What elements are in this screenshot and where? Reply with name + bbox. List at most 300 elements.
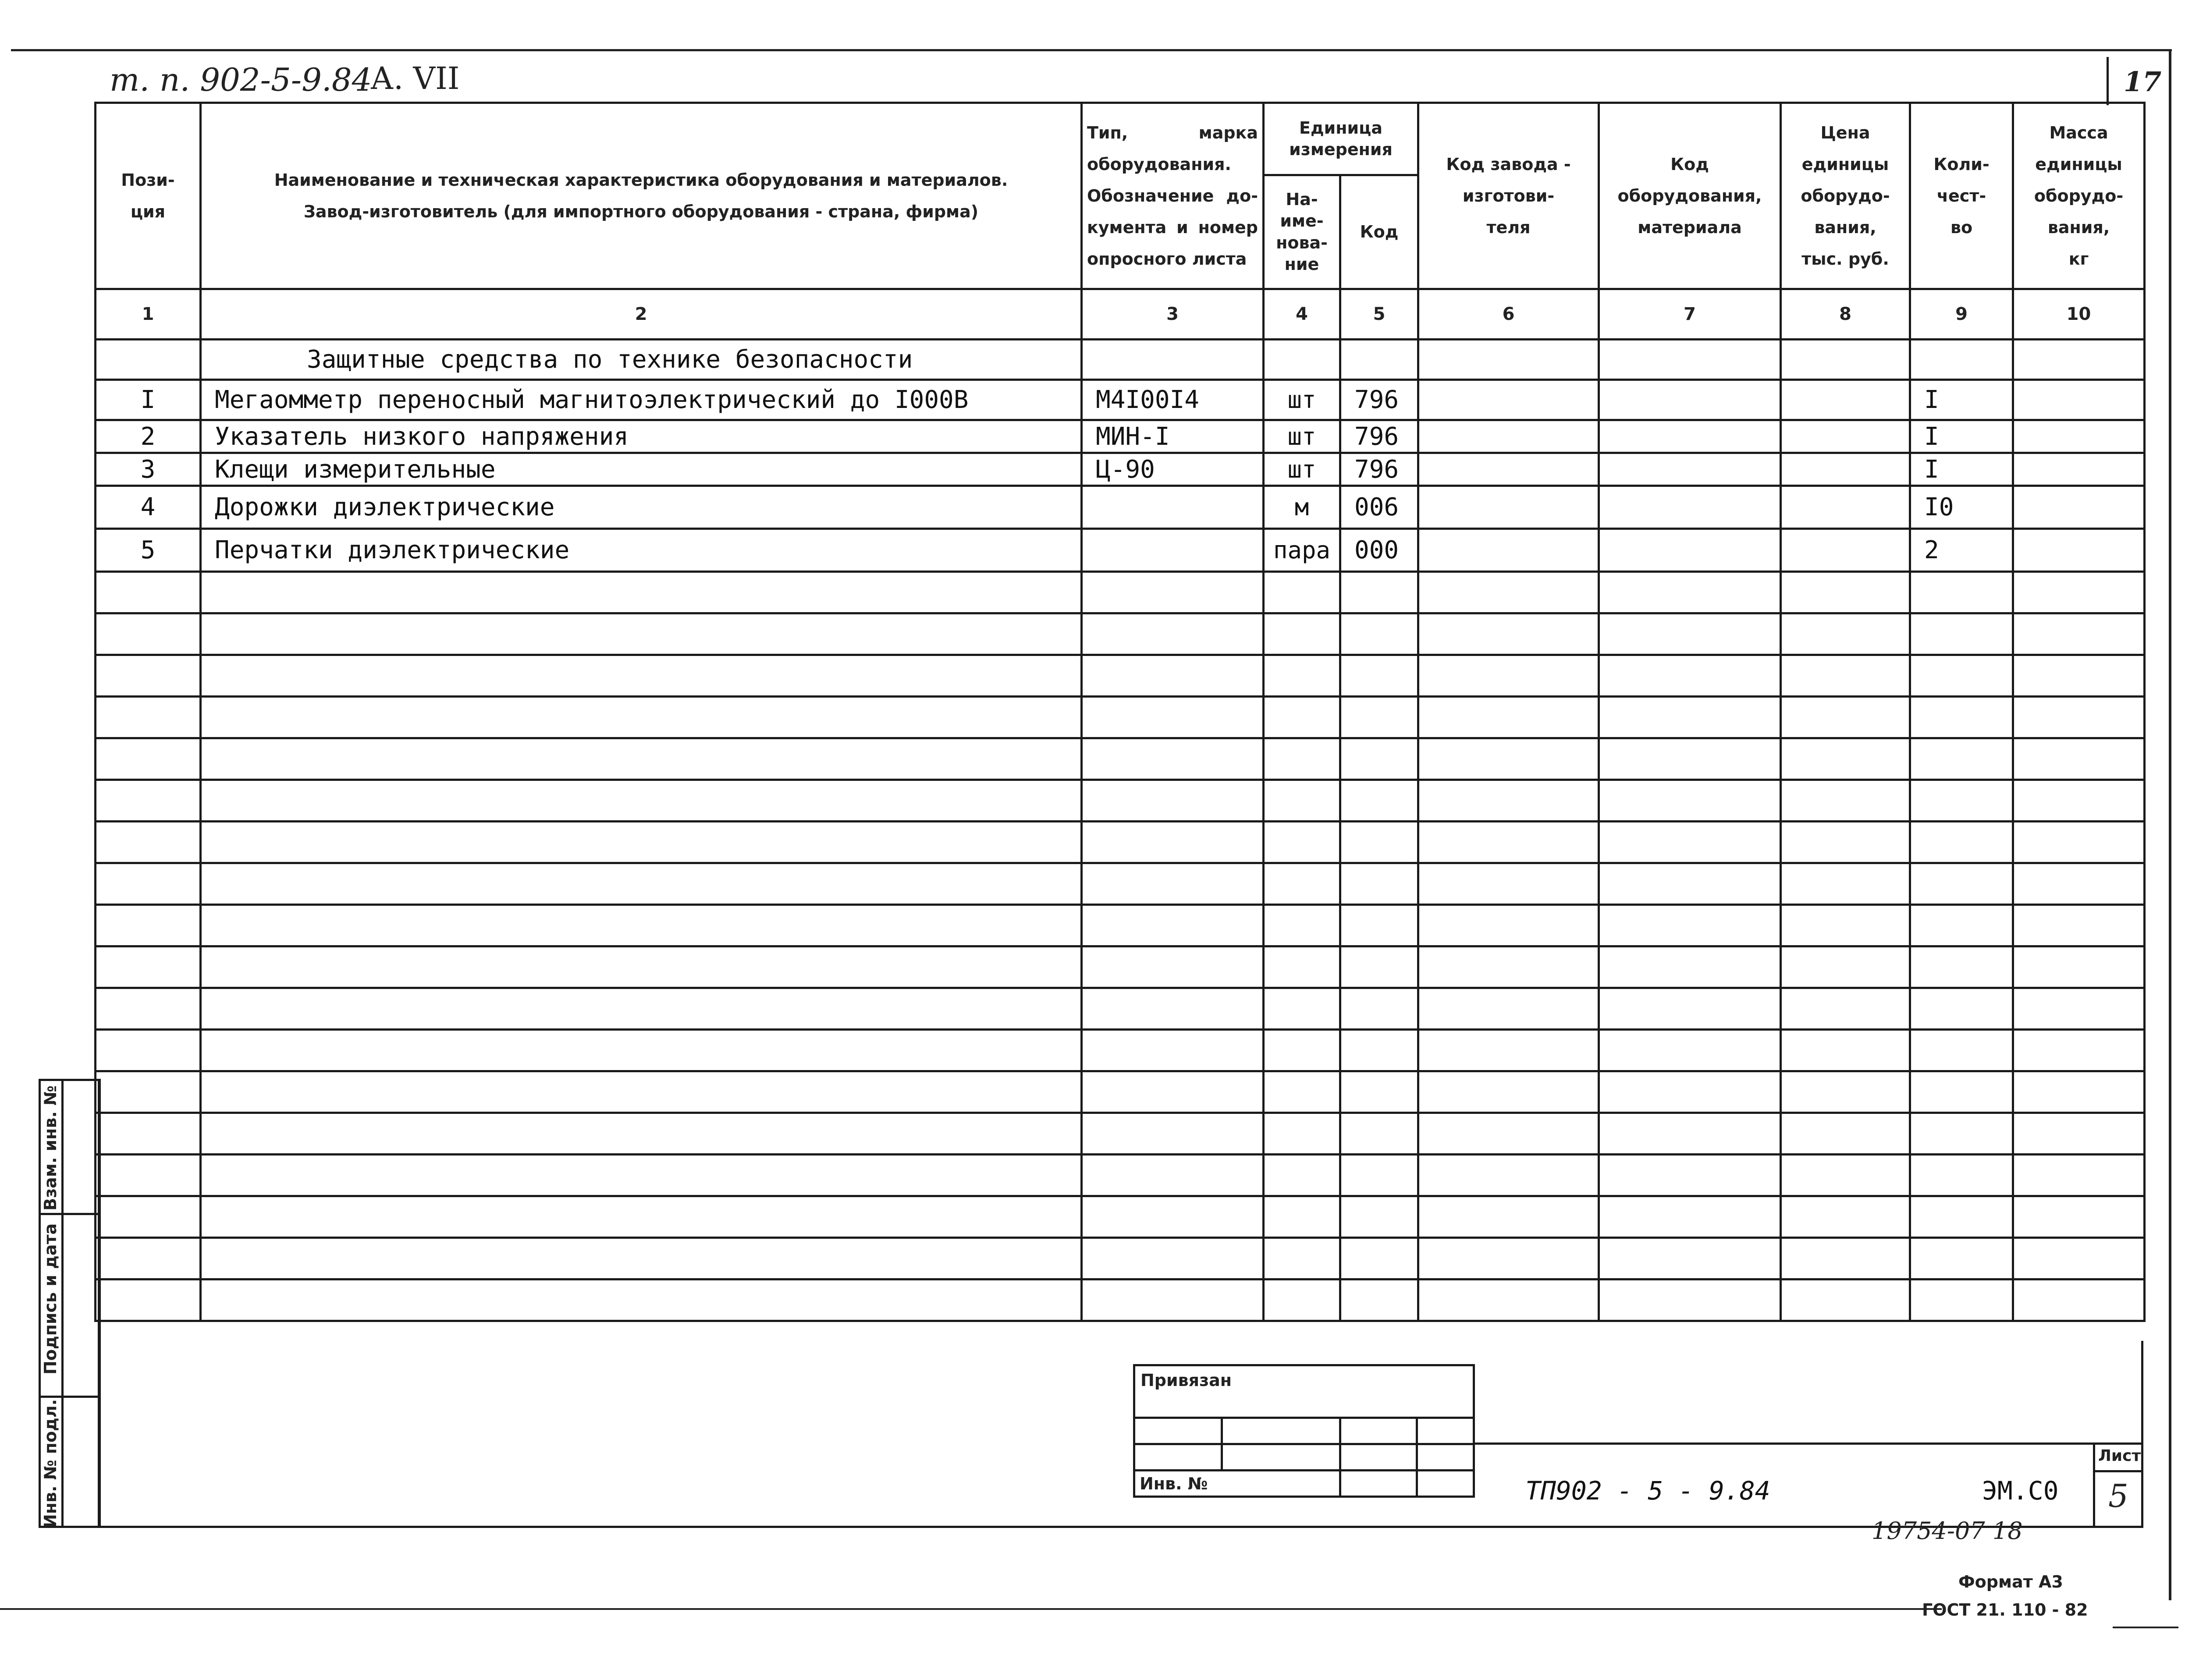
row-name: Указатель низкого напряжения <box>201 420 1082 453</box>
col-header-position: Пози- ция <box>96 103 201 289</box>
cell <box>96 613 201 655</box>
cell <box>1264 340 1340 380</box>
bottom-cut-line <box>0 1608 1942 1610</box>
cell <box>96 340 201 380</box>
cell <box>1599 1238 1781 1279</box>
cell <box>1599 1030 1781 1071</box>
cell <box>1781 822 1910 863</box>
cell <box>1418 1155 1599 1196</box>
cell <box>1910 1238 2013 1279</box>
row-name: Клещи измерительные <box>201 453 1082 486</box>
row-position: I <box>96 380 201 420</box>
row-unit-code: 006 <box>1340 486 1418 529</box>
col-header-factory-code: Код завода - изготови- теля <box>1418 103 1599 289</box>
cell <box>201 863 1082 905</box>
cell <box>1340 1113 1418 1155</box>
cell <box>2013 1113 2145 1155</box>
side-stamp-col-divider <box>61 1079 64 1528</box>
empty-row <box>96 1196 2145 1238</box>
doc-mark: ЭМ.С0 <box>1982 1476 2059 1506</box>
cell <box>1599 780 1781 822</box>
cell <box>1599 340 1781 380</box>
cell <box>1340 697 1418 738</box>
row-unit: шт <box>1264 453 1340 486</box>
cell <box>201 1238 1082 1279</box>
cell <box>1599 946 1781 988</box>
row-unit-code: 796 <box>1340 420 1418 453</box>
cell <box>1340 738 1418 780</box>
table-row <box>96 420 2145 453</box>
cell <box>1082 863 1264 905</box>
cell <box>1781 988 1910 1030</box>
cell <box>1781 486 1910 529</box>
empty-row <box>96 863 2145 905</box>
cell <box>2013 1030 2145 1071</box>
col-num: 5 <box>1340 289 1418 340</box>
row-unit-code: 000 <box>1340 529 1418 572</box>
row-position: 3 <box>96 453 201 486</box>
col-num: 7 <box>1599 289 1781 340</box>
cell <box>1781 1196 1910 1238</box>
cell <box>1599 822 1781 863</box>
inv-no-label: Инв. № <box>1140 1474 1208 1493</box>
cell <box>1340 780 1418 822</box>
cell <box>1599 1113 1781 1155</box>
cell <box>2013 905 2145 946</box>
spec-table-body <box>94 338 2146 1322</box>
cell <box>1910 1113 2013 1155</box>
cell <box>1418 529 1599 572</box>
cell <box>1418 486 1599 529</box>
cell <box>1340 1030 1418 1071</box>
cell <box>2013 863 2145 905</box>
cell <box>96 1279 201 1321</box>
row-type: Ц-90 <box>1082 453 1264 486</box>
cell <box>96 655 201 697</box>
table-row <box>96 380 2145 420</box>
cell <box>1264 863 1340 905</box>
empty-row <box>96 988 2145 1030</box>
cell <box>1264 697 1340 738</box>
empty-row <box>96 697 2145 738</box>
cell <box>201 822 1082 863</box>
privyazan-stamp <box>1133 1364 1475 1498</box>
cell <box>1264 1030 1340 1071</box>
cell <box>1082 780 1264 822</box>
cell <box>201 1155 1082 1196</box>
cell <box>201 946 1082 988</box>
cell <box>1418 453 1599 486</box>
cell <box>96 1238 201 1279</box>
cell <box>1599 1071 1781 1113</box>
cell <box>1599 1196 1781 1238</box>
cell <box>1340 863 1418 905</box>
row-position: 2 <box>96 420 201 453</box>
cell <box>1781 1279 1910 1321</box>
cell <box>96 738 201 780</box>
cell <box>1910 1030 2013 1071</box>
cell <box>2013 988 2145 1030</box>
cell <box>1082 1238 1264 1279</box>
empty-row <box>96 613 2145 655</box>
row-quantity: I <box>1910 453 2013 486</box>
row-name: Перчатки диэлектрические <box>201 529 1082 572</box>
section-title: Защитные средства по технике безопасности <box>201 340 1082 380</box>
sheet-box-divider <box>2093 1470 2143 1472</box>
row-unit: пара <box>1264 529 1340 572</box>
cell <box>1340 572 1418 613</box>
cell <box>96 1196 201 1238</box>
cell <box>1910 655 2013 697</box>
cell <box>201 572 1082 613</box>
cell <box>1781 420 1910 453</box>
cell <box>1781 905 1910 946</box>
row-name: Мегаомметр переносный магнитоэлектрический до I000В <box>201 380 1082 420</box>
cell <box>1599 613 1781 655</box>
right-frame-line <box>2169 49 2171 1600</box>
cell <box>1910 738 2013 780</box>
empty-row <box>96 1113 2145 1155</box>
col-header-name: Наименование и техническая характеристика оборудования и материалов. Завод-изготовитель (для импортного оборудования - страна, фирма) <box>201 103 1082 289</box>
cell <box>2013 453 2145 486</box>
col-header-unit-group: Единица измерения <box>1264 103 1418 175</box>
page-number: 17 <box>2124 66 2162 98</box>
cell <box>1264 613 1340 655</box>
cell <box>2013 420 2145 453</box>
empty-row <box>96 905 2145 946</box>
cell <box>1599 905 1781 946</box>
col-num: 4 <box>1264 289 1340 340</box>
row-quantity: I <box>1910 420 2013 453</box>
col-header-quantity: Коли- чест- во <box>1910 103 2013 289</box>
col-num: 1 <box>96 289 201 340</box>
cell <box>2013 380 2145 420</box>
cell <box>1418 1279 1599 1321</box>
cell <box>1910 988 2013 1030</box>
cell <box>1599 572 1781 613</box>
row-name: Дорожки диэлектрические <box>201 486 1082 529</box>
cell <box>201 697 1082 738</box>
row-type: М4I00I4 <box>1082 380 1264 420</box>
cell <box>201 780 1082 822</box>
col-header-type: Тип, марка оборудования. Обозначение до-кумента и номер опросного листа <box>1082 103 1264 289</box>
cell <box>1781 946 1910 988</box>
cell <box>1082 738 1264 780</box>
cell <box>1082 655 1264 697</box>
bottom-cut-line-right <box>2113 1627 2178 1628</box>
cell <box>201 1196 1082 1238</box>
cell <box>96 1155 201 1196</box>
empty-row <box>96 572 2145 613</box>
row-type: МИН-I <box>1082 420 1264 453</box>
table-row <box>96 453 2145 486</box>
row-type <box>1082 486 1264 529</box>
col-num: 6 <box>1418 289 1599 340</box>
cell <box>1910 613 2013 655</box>
cell <box>1264 1238 1340 1279</box>
cell <box>1264 780 1340 822</box>
cell <box>1082 1279 1264 1321</box>
empty-row <box>96 946 2145 988</box>
cell <box>1781 529 1910 572</box>
cell <box>1781 1113 1910 1155</box>
cell <box>1599 486 1781 529</box>
cell <box>1082 905 1264 946</box>
cell <box>1599 529 1781 572</box>
cell <box>201 988 1082 1030</box>
empty-row <box>96 822 2145 863</box>
cell <box>1910 863 2013 905</box>
cell <box>2013 780 2145 822</box>
cell <box>1781 1071 1910 1113</box>
cell <box>2013 655 2145 697</box>
cell <box>1910 1071 2013 1113</box>
cell <box>1264 988 1340 1030</box>
cell <box>1418 988 1599 1030</box>
cell <box>1781 380 1910 420</box>
sign-date-label: Подпись и дата <box>41 1223 60 1375</box>
cell <box>1082 572 1264 613</box>
cell <box>1781 572 1910 613</box>
cell <box>1418 1196 1599 1238</box>
cell <box>1264 738 1340 780</box>
cell <box>1082 697 1264 738</box>
cell <box>1781 780 1910 822</box>
cell <box>1264 946 1340 988</box>
column-numbers-row <box>96 289 2145 340</box>
cell <box>2013 1155 2145 1196</box>
cell <box>1781 1030 1910 1071</box>
table-row <box>96 486 2145 529</box>
cell <box>1781 738 1910 780</box>
cell <box>1340 340 1418 380</box>
cell <box>201 1030 1082 1071</box>
format-label: Формат А3 <box>1958 1572 2063 1591</box>
inv-orig-label: Инв. № подл. <box>41 1399 60 1528</box>
cell <box>1599 380 1781 420</box>
cell <box>2013 738 2145 780</box>
cell <box>201 1113 1082 1155</box>
cell <box>201 738 1082 780</box>
doc-ref-handwritten: т. п. 902-5-9.84 <box>110 61 372 98</box>
cell <box>2013 1196 2145 1238</box>
cell <box>1910 1155 2013 1196</box>
cell <box>1418 822 1599 863</box>
cell <box>1910 340 2013 380</box>
row-unit: шт <box>1264 380 1340 420</box>
cell <box>1340 988 1418 1030</box>
top-frame-line <box>11 49 2172 51</box>
cell <box>96 1071 201 1113</box>
row-unit: м <box>1264 486 1340 529</box>
gost-label: ГОСТ 21. 110 - 82 <box>1922 1600 2088 1620</box>
cell <box>1340 822 1418 863</box>
cell <box>1264 1071 1340 1113</box>
cell <box>96 697 201 738</box>
cell <box>1264 905 1340 946</box>
empty-row <box>96 1030 2145 1071</box>
row-unit-code: 796 <box>1340 380 1418 420</box>
privyazan-label: Привязан <box>1140 1371 1232 1390</box>
row-type <box>1082 529 1264 572</box>
cell <box>1910 1196 2013 1238</box>
cell <box>1418 572 1599 613</box>
section-row <box>96 340 2145 380</box>
col-num: 2 <box>201 289 1082 340</box>
cell <box>1340 613 1418 655</box>
cell <box>1781 340 1910 380</box>
cell <box>2013 822 2145 863</box>
cell <box>2013 697 2145 738</box>
cell <box>1781 655 1910 697</box>
cell <box>201 1279 1082 1321</box>
cell <box>96 863 201 905</box>
cell <box>1082 946 1264 988</box>
cell <box>1418 1238 1599 1279</box>
cell <box>1599 863 1781 905</box>
cell <box>1599 420 1781 453</box>
cell <box>1082 613 1264 655</box>
cell <box>1910 1279 2013 1321</box>
cell <box>96 572 201 613</box>
cell <box>1418 738 1599 780</box>
empty-row <box>96 655 2145 697</box>
row-unit-code: 796 <box>1340 453 1418 486</box>
table-row <box>96 529 2145 572</box>
cell <box>96 988 201 1030</box>
cell <box>1781 453 1910 486</box>
cell <box>1599 738 1781 780</box>
cell <box>1082 822 1264 863</box>
cell <box>2013 1279 2145 1321</box>
cell <box>1599 988 1781 1030</box>
cell <box>1082 988 1264 1030</box>
row-unit: шт <box>1264 420 1340 453</box>
cell <box>1082 1071 1264 1113</box>
cell <box>1340 655 1418 697</box>
cell <box>1910 822 2013 863</box>
empty-row <box>96 1155 2145 1196</box>
spec-table-header <box>94 102 2146 340</box>
cell <box>2013 1238 2145 1279</box>
cell <box>201 905 1082 946</box>
cell <box>1910 780 2013 822</box>
col-header-price: Цена единицы оборудо- вания, тыс. руб. <box>1781 103 1910 289</box>
col-header-equipment-code: Код оборудования, материала <box>1599 103 1781 289</box>
cell <box>2013 572 2145 613</box>
cell <box>1082 1196 1264 1238</box>
cell <box>96 905 201 946</box>
cell <box>1264 1155 1340 1196</box>
cell <box>96 822 201 863</box>
cell <box>1781 1155 1910 1196</box>
cell <box>96 780 201 822</box>
cell <box>1910 946 2013 988</box>
cell <box>1264 822 1340 863</box>
cell <box>1264 655 1340 697</box>
album-handwritten: А. VII <box>370 60 460 96</box>
empty-row <box>96 738 2145 780</box>
cell <box>1418 697 1599 738</box>
cell <box>201 613 1082 655</box>
col-num: 8 <box>1781 289 1910 340</box>
cell <box>1418 613 1599 655</box>
cell <box>1781 1238 1910 1279</box>
cell <box>2013 946 2145 988</box>
row-quantity: I <box>1910 380 2013 420</box>
cell <box>201 1071 1082 1113</box>
cell <box>1340 1238 1418 1279</box>
cell <box>1264 1113 1340 1155</box>
cell <box>96 1030 201 1071</box>
cell <box>1082 1030 1264 1071</box>
cell <box>1418 1113 1599 1155</box>
cell <box>1264 1196 1340 1238</box>
cell <box>1340 905 1418 946</box>
cell <box>1910 572 2013 613</box>
cell <box>1418 655 1599 697</box>
cell <box>1599 697 1781 738</box>
empty-row <box>96 780 2145 822</box>
col-num: 10 <box>2013 289 2145 340</box>
cell <box>1418 946 1599 988</box>
cell <box>1418 420 1599 453</box>
cell <box>1264 572 1340 613</box>
cell <box>1910 905 2013 946</box>
col-header-unit-name: На- име- нова- ние <box>1264 175 1340 289</box>
cell <box>1418 1071 1599 1113</box>
cell <box>1599 1155 1781 1196</box>
cell <box>2013 613 2145 655</box>
col-header-mass: Масса единицы оборудо- вания, кг <box>2013 103 2145 289</box>
cell <box>1781 863 1910 905</box>
cell <box>1264 1279 1340 1321</box>
cell <box>1418 1030 1599 1071</box>
cell <box>1910 697 2013 738</box>
sheet-label: Лист <box>2098 1447 2141 1465</box>
col-num: 3 <box>1082 289 1264 340</box>
cell <box>1418 780 1599 822</box>
sheet-bottom-line <box>100 1526 2143 1528</box>
cell <box>1418 340 1599 380</box>
empty-row <box>96 1279 2145 1321</box>
cell <box>1418 863 1599 905</box>
cell <box>1340 1155 1418 1196</box>
cell <box>1599 1279 1781 1321</box>
cell <box>2013 529 2145 572</box>
cell <box>1082 340 1264 380</box>
cell <box>1781 697 1910 738</box>
title-block-top-line <box>1473 1443 2143 1445</box>
row-quantity: I0 <box>1910 486 2013 529</box>
sheet-left-line <box>99 1079 101 1528</box>
row-position: 5 <box>96 529 201 572</box>
cell <box>96 1113 201 1155</box>
inv-replace-label: Взам. инв. № <box>41 1085 60 1211</box>
row-position: 4 <box>96 486 201 529</box>
empty-row <box>96 1238 2145 1279</box>
col-header-unit-code: Код <box>1340 175 1418 289</box>
cell <box>1340 946 1418 988</box>
empty-row <box>96 1071 2145 1113</box>
cell <box>2013 486 2145 529</box>
cell <box>96 946 201 988</box>
col-num: 9 <box>1910 289 2013 340</box>
cell <box>1340 1196 1418 1238</box>
cell <box>2013 340 2145 380</box>
cell <box>1781 613 1910 655</box>
cell <box>1418 905 1599 946</box>
